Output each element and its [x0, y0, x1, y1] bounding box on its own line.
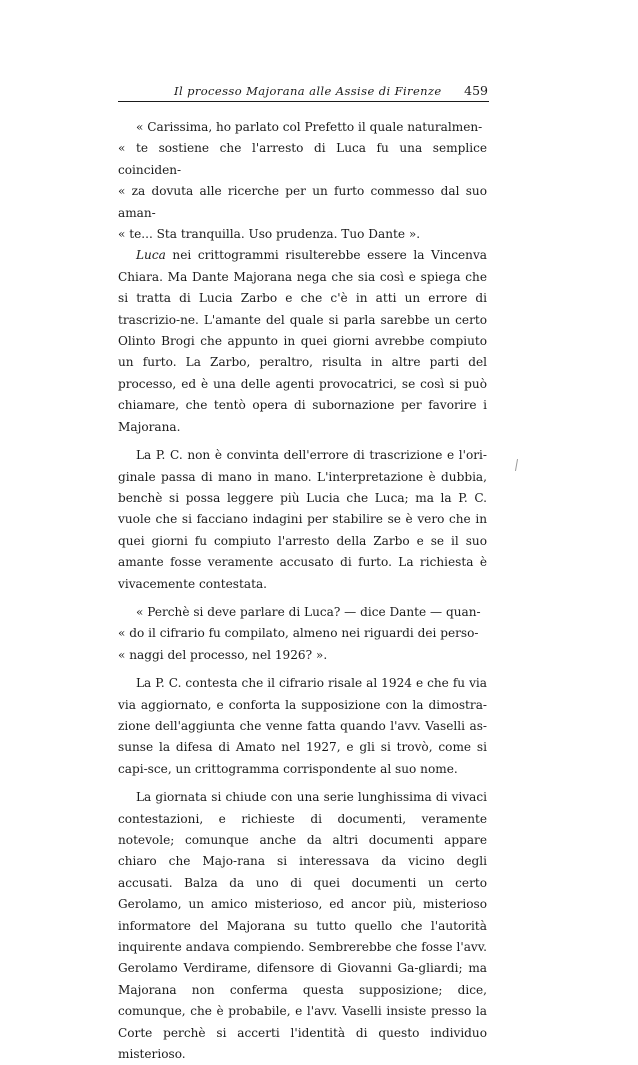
paragraph-pc-transcription	[118, 445, 487, 595]
paragraph-text: La giornata si chiude con una serie lunghissima di vivaci contestazioni, e richieste di documenti, veramente notevole; comunque anche da altri documenti appare chiaro che Majo-rana si interessava da vicino degli accusati. Balza da uno di quei documenti un certo Gerolamo, un amico misterioso, ed ancor più, misterioso informatore del Majorana su tutto quello che l'autorità inquirente andava compiendo. Sembrerebbe che fosse l'avv. Gerolamo Verdirame, difensore di Giovanni Ga-gliardi; ma Majorana non conferma questa supposizione; dice, comunque, che è probabile, e l'avv. Vaselli insiste presso la Corte perchè si accerti l'identità di questo individuo misterioso.	[118, 790, 487, 1062]
paragraph-lead-italic: Luca	[136, 248, 166, 263]
page-number: 459	[464, 83, 488, 98]
body-text	[118, 117, 487, 1065]
paragraph-text: La P. C. contesta che il cifrario risale al 1924 e che fu via via aggiornato, e conforta la supposizione con la dimostra-zione dell'aggiunta che venne fatta quando l'avv. Vaselli as-sunse la difesa di Amato nel 1927, e gli si trovò, come si capi-sce, un crittogramma corrispondente al suo nome.	[118, 676, 487, 776]
paragraph-text: La P. C. non è convinta dell'errore di trascrizione e l'ori-ginale passa di mano in mano. L'interpretazione è dubbia, benchè si possa leggere più Lucia che Luca; ma la P. C. vuole che si facciano indagini per stabilire se è vero che in quei giorni fu compiuto l'arresto della Zarbo e se il suo amante fosse veramente accusato di furto. La richiesta è vivacemente contestata.	[118, 448, 487, 591]
paragraph-text: « Perchè si deve parlare di Luca? — dice Dante — quan- « do il cifrario fu compilato, almeno nei riguardi dei perso- « naggi del processo, nel 1926? ».	[118, 604, 481, 662]
paragraph-day-closes	[118, 787, 487, 1065]
paragraph-luca-cryptogram	[118, 245, 487, 438]
paragraph-cipher-dating	[118, 673, 487, 780]
paragraph-dante-quote	[118, 602, 487, 666]
paragraph-letter-quote	[118, 117, 487, 245]
running-title: Il processo Majorana alle Assise di Firenze	[174, 84, 442, 98]
paragraph-text: « Carissima, ho parlato col Prefetto il quale naturalmen- « te sostiene che l'arresto di Luca fu una semplice coinciden- « za dovuta alle ricerche per un furto commesso dal suo aman- « te... Sta tranquilla. Uso prudenza. Tuo Dante ».	[118, 120, 487, 242]
margin-mark	[515, 459, 518, 471]
paragraph-text: nei crittogrammi risulterebbe essere la Vincenva Chiara. Ma Dante Majorana nega che sia così e spiega che si tratta di Lucia Zarbo e che c'è in atti un errore di trascrizio-ne. L'amante del quale si parla sarebbe un certo Olinto Brogi che appunto in quei giorni avrebbe compiuto un furto. La Zarbo, peraltro, risulta in altre parti del processo, ed è una delle agenti provocatrici, se così si può chiamare, che tentò opera di subornazione per favorire i Majorana.	[118, 248, 487, 434]
header-rule	[118, 101, 489, 102]
